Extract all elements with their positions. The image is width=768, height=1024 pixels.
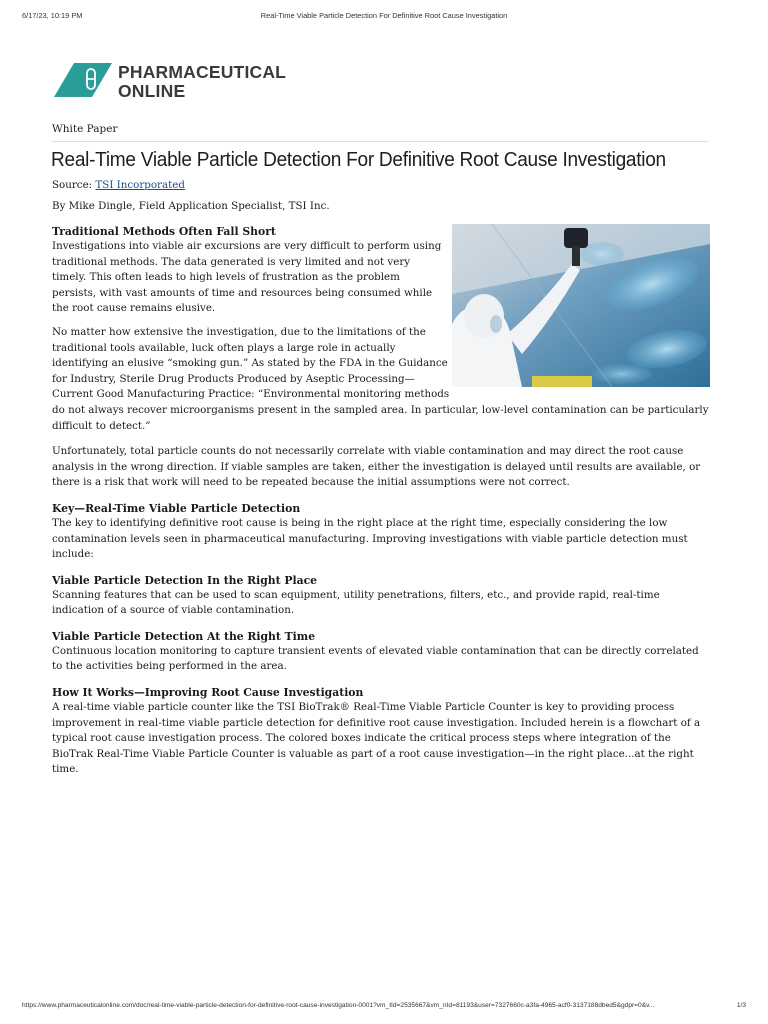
paragraph: Continuous location monitoring to capture transient events of elevated viable contamination that can be directly correlated to the activities being performed in the area. <box>52 644 699 673</box>
article-title: Real-Time Viable Particle Detection For Definitive Root Cause Investigation <box>51 148 666 171</box>
paragraph: Unfortunately, total particle counts do not necessarily correlate with viable contamination and may direct the root cause analysis in the wrong direction. If viable samples are taken, either the investigation is delayed until results are available, or there is a risk that work will need to be repeated because the initial assumptions were not correct. <box>52 445 701 489</box>
paragraph: Scanning features that can be used to scan equipment, utility penetrations, filters, etc., and provide rapid, real-time indication of a source of viable contamination. <box>52 588 660 617</box>
content-type-label: White Paper <box>52 123 118 135</box>
paragraph: No matter how extensive the investigation, due to the limitations of the traditional tools available, luck often plays a large role in actually identifying an elusive “smoking gun.” As stated by the FDA in the Guidance for Industry, Sterile Drug Products Produced by Aseptic Processing—Current Good Manufacturing Practice: “Environmental monitoring methods do not always recover microorganisms present in the sampled area. In particular, low-level contamination can be particularly difficult to detect.” <box>52 325 712 434</box>
logo-text-line1: PHARMACEUTICAL <box>118 62 287 82</box>
article-body <box>52 224 712 778</box>
paragraph: Investigations into viable air excursions are very difficult to perform using traditional methods. The data generated is very limited and not very timely. This often leads to high levels of frustration as the problem persists, with vast amounts of time and resources being consumed while the root cause remains elusive. <box>52 240 442 315</box>
teal-capsule-logo-icon <box>54 61 114 99</box>
photo-wrap-spacer <box>450 325 712 395</box>
pharmaceutical-online-logo[interactable] <box>54 58 294 102</box>
byline: By Mike Dingle, Field Application Specialist, TSI Inc. <box>52 200 330 212</box>
source-link[interactable]: TSI Incorporated <box>95 179 185 191</box>
print-header <box>22 11 746 23</box>
section-heading-right-place: Viable Particle Detection In the Right Place <box>52 573 318 587</box>
print-footer <box>22 1002 746 1014</box>
section-heading-how-it-works: How It Works—Improving Root Cause Investigation <box>52 686 364 700</box>
source-label: Source: <box>52 179 93 191</box>
print-date: 6/17/23, 10:19 PM <box>22 11 83 20</box>
print-url: https://www.pharmaceuticalonline.com/doc/real-time-viable-particle-detection-for-definitive-root-cause-investigation-0001?vm_tId=2535667&vm_nId=81193&user=7327660c-a3fa-4965-acf0-3137188dbed5&gdpr=0&v... <box>22 1002 655 1009</box>
page-number: 1/3 <box>736 1002 746 1009</box>
section-heading-traditional: Traditional Methods Often Fall Short <box>52 225 276 238</box>
print-page-title: Real-Time Viable Particle Detection For Definitive Root Cause Investigation <box>260 11 508 20</box>
divider <box>52 141 708 142</box>
logo-text-line2: ONLINE <box>118 81 186 101</box>
section-heading-key: Key—Real-Time Viable Particle Detection <box>52 501 301 515</box>
source-line <box>52 179 185 191</box>
paragraph: A real-time viable particle counter like the TSI BioTrak® Real-Time Viable Particle Counter is key to providing process improvement in real-time viable particle detection for definitive root cause investigation. Included herein is a flowchart of a typical root cause investigation process. The colored boxes indicate the critical process steps where integration of the BioTrak Real-Time Viable Particle Counter is valuable as part of a root cause investigation—in the right place...at the right time. <box>52 701 701 776</box>
paragraph: The key to identifying definitive root cause is being in the right place at the right time, especially considering the low contamination levels seen in pharmaceutical manufacturing. Improving investigations with viable particle detection must include: <box>52 516 688 561</box>
section-heading-right-time: Viable Particle Detection At the Right Time <box>52 629 316 643</box>
